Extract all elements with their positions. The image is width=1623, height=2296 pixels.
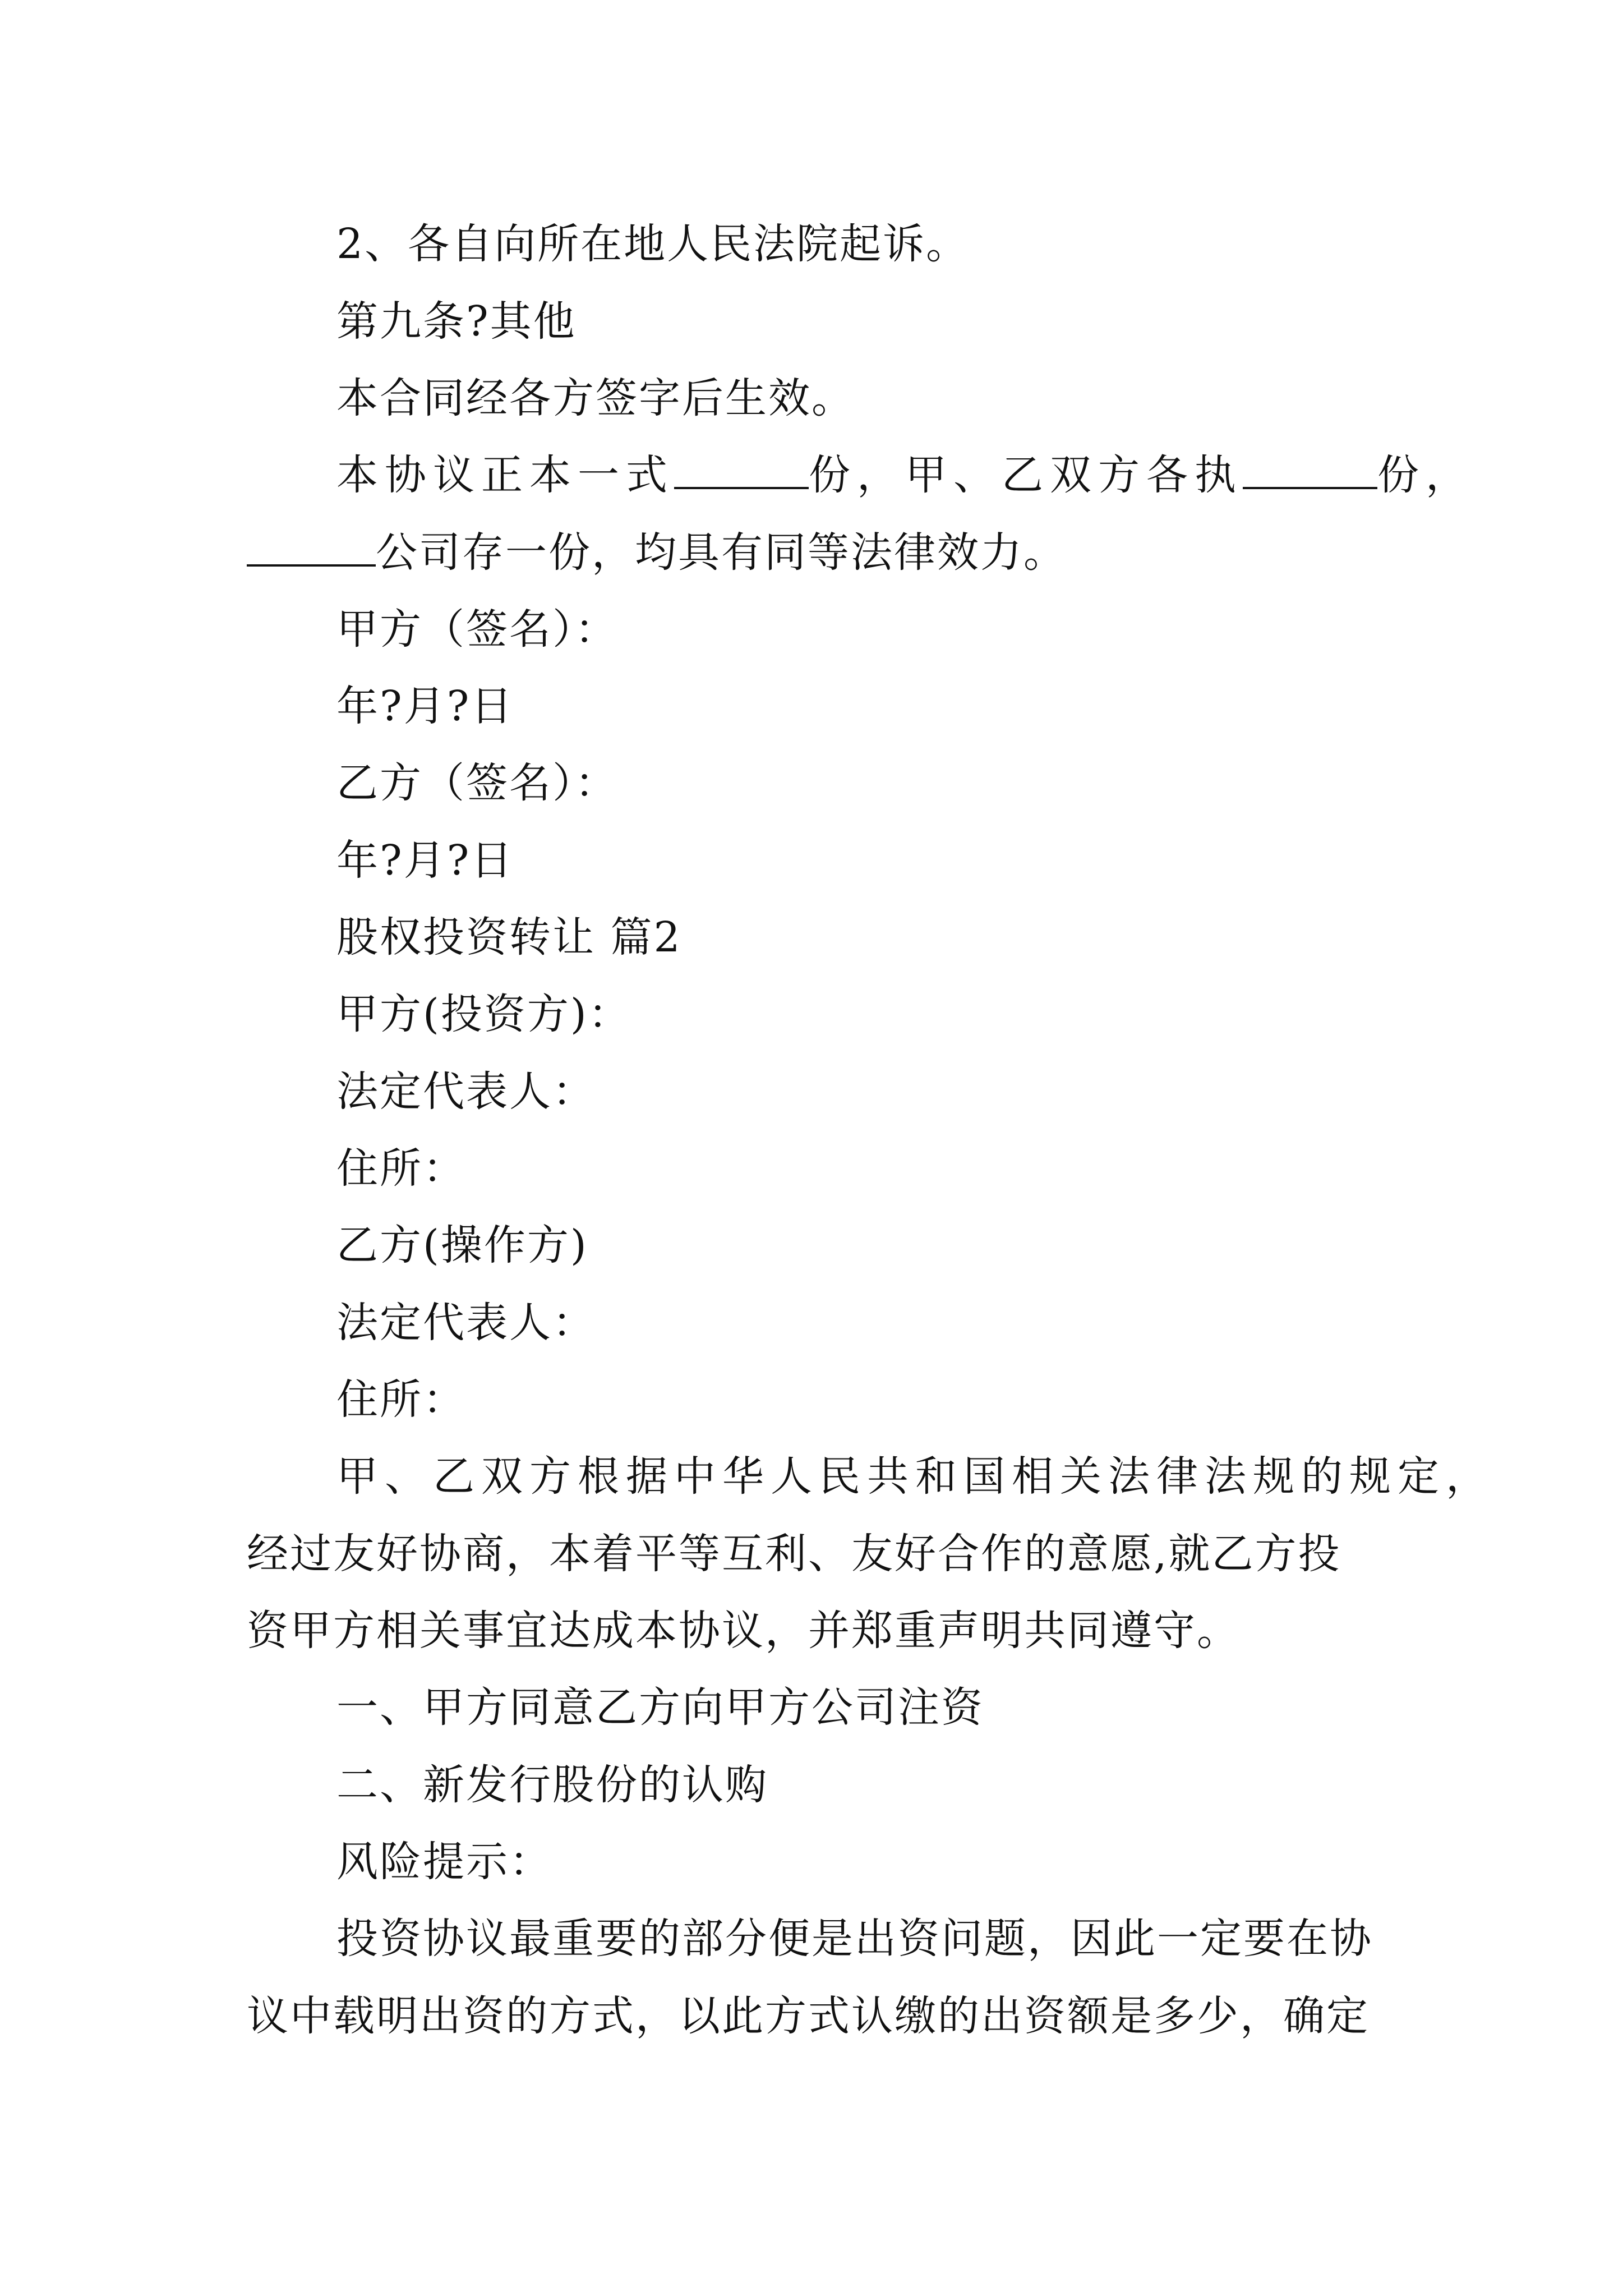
line-party-b-date: 年?月?日: [336, 836, 514, 885]
line-risk-text-1: 投资协议最重要的部分便是出资问题，因此一定要在协: [336, 1915, 1373, 1963]
line-party-a-investor: 甲方(投资方)：: [336, 990, 631, 1038]
line-section-heading: 股权投资转让 篇2: [336, 913, 682, 961]
line-clause-2: 二、新发行股份的认购: [336, 1761, 768, 1809]
line-preamble-3: 资甲方相关事宜达成本协议，并郑重声明共同遵守。: [247, 1607, 1240, 1655]
blank-copies-total: [674, 448, 809, 489]
line-party-b-signature: 乙方（签名）：: [336, 759, 618, 807]
line-party-b-operator: 乙方(操作方): [336, 1221, 588, 1269]
copies-text-3: 份，: [1377, 451, 1474, 499]
copies-text-1: 本协议正本一式: [336, 451, 674, 499]
line-clause-1: 一、甲方同意乙方向甲方公司注资: [336, 1683, 984, 1732]
line-party-a-address: 住所：: [336, 1144, 466, 1193]
line-risk-text-2: 议中载明出资的方式，以此方式认缴的出资额是多少，确定: [247, 1992, 1370, 2040]
line-preamble-2: 经过友好协商，本着平等互利、友好合作的意愿,就乙方投: [247, 1530, 1341, 1578]
line-effective-clause: 本合同经各方签字后生效。: [336, 374, 855, 422]
line-party-b-address: 住所：: [336, 1375, 466, 1424]
line-copies-clause: [336, 447, 1474, 503]
line-risk-heading: 风险提示：: [336, 1838, 552, 1886]
line-party-b-legal-rep: 法定代表人：: [336, 1299, 596, 1347]
line-dispute-item-2: 2、各自向所在地人民法院起诉。: [336, 220, 970, 268]
blank-copies-each: [1243, 448, 1377, 489]
line-article-9-title: 第九条?其他: [336, 297, 577, 346]
line-preamble-1: 甲、乙双方根据中华人民共和国相关法律法规的规定，: [336, 1452, 1494, 1501]
blank-company-name: [247, 525, 376, 567]
copies-text-2: 份，甲、乙双方各执: [809, 451, 1243, 499]
line-company-copy: [247, 524, 1424, 581]
line-party-a-signature: 甲方（签名）：: [336, 605, 618, 654]
company-copy-text: 公司存一份，均具有同等法律效力。: [376, 528, 1067, 577]
line-party-a-legal-rep: 法定代表人：: [336, 1068, 596, 1116]
line-party-a-date: 年?月?日: [336, 682, 514, 730]
